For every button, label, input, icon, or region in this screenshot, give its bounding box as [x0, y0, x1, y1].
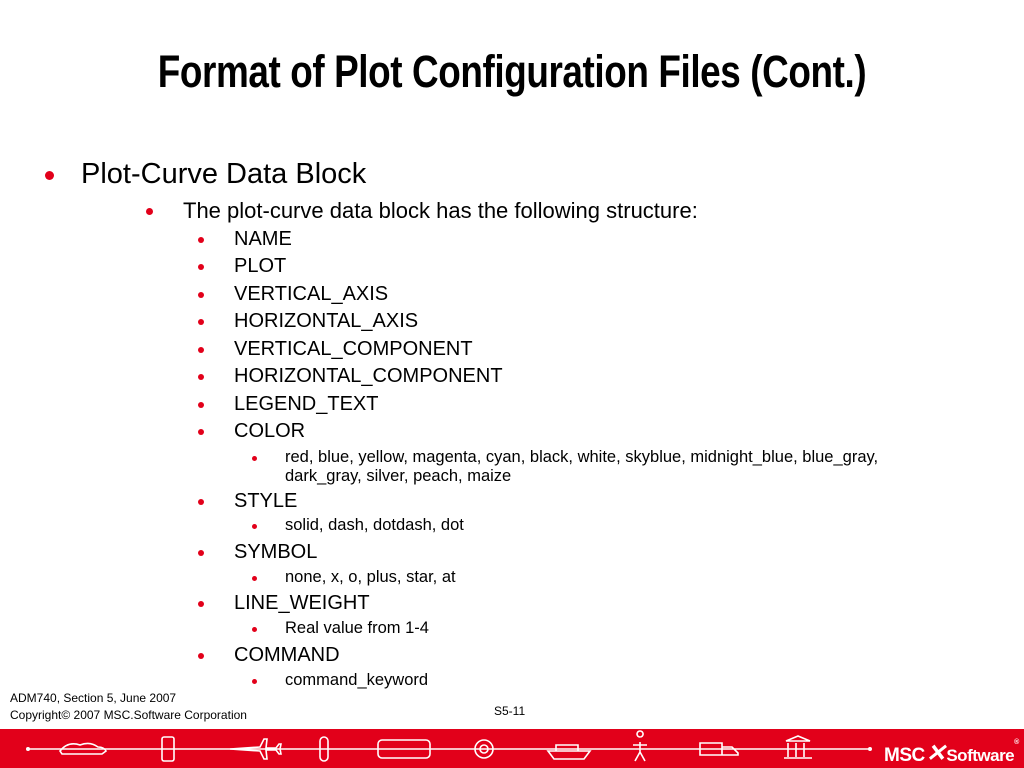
bullet-icon: [146, 208, 153, 215]
bullet-icon: [198, 402, 204, 408]
list-item-vertical-axis: VERTICAL_AXIS: [234, 283, 389, 305]
list-item-command-values: command_keyword: [285, 671, 429, 689]
list-item-name: NAME: [234, 228, 292, 250]
bullet-icon: [198, 319, 204, 325]
footer-strip: [0, 729, 1024, 768]
strip-dot: [868, 747, 872, 751]
page-number: S5-11: [494, 704, 526, 718]
list-item-style-values: solid, dash, dotdash, dot: [285, 516, 464, 534]
logo-x-icon: ✕: [925, 740, 946, 767]
bullet-icon: [198, 653, 204, 659]
bullet-icon: [198, 264, 204, 270]
bullet-icon: [198, 601, 204, 607]
logo-software-text: Software: [946, 746, 1015, 765]
list-item-symbol-values: none, x, o, plus, star, at: [285, 568, 456, 586]
logo-msc-text: MSC: [884, 745, 925, 766]
footer-course: ADM740, Section 5, June 2007: [10, 691, 177, 705]
list-item-horizontal-component: HORIZONTAL_COMPONENT: [234, 365, 503, 387]
subheading-bullet: The plot-curve data block has the following structure:: [183, 198, 698, 223]
footer-copyright: Copyright© 2007 MSC.Software Corporation: [10, 708, 247, 722]
list-item-color: COLOR: [234, 420, 306, 442]
heading-bullet: Plot-Curve Data Block: [81, 158, 367, 190]
bullet-icon: [45, 171, 54, 180]
bullet-icon: [252, 576, 257, 581]
logo-trademark: ®: [1014, 739, 1019, 746]
list-item-vertical-component: VERTICAL_COMPONENT: [234, 338, 473, 360]
person-icon: [633, 731, 647, 761]
bullet-icon: [252, 627, 257, 632]
bullet-icon: [198, 374, 204, 380]
strip-dot: [26, 747, 30, 751]
list-item-legend-text: LEGEND_TEXT: [234, 393, 379, 415]
bullet-icon: [198, 347, 204, 353]
bullet-icon: [198, 292, 204, 298]
list-item-command: COMMAND: [234, 644, 340, 666]
list-item-style: STYLE: [234, 490, 298, 512]
bullet-icon: [198, 550, 204, 556]
footer-info: [10, 690, 247, 724]
bullet-icon: [252, 456, 257, 461]
msc-software-logo: [884, 739, 1019, 768]
bullet-icon: [198, 237, 204, 243]
bullet-icon: [252, 679, 257, 684]
list-item-color-values: red, blue, yellow, magenta, cyan, black, white, skyblue, midnight_blue, blue_gray, dark_gray, silver, peach, maize: [285, 448, 879, 485]
list-item-line-weight: LINE_WEIGHT: [234, 592, 370, 614]
list-item-symbol: SYMBOL: [234, 541, 318, 563]
building-icon: [784, 736, 812, 758]
bullet-icon: [198, 499, 204, 505]
list-item-line-weight-values: Real value from 1-4: [285, 619, 429, 637]
ship-icon: [548, 745, 590, 759]
bullet-icon: [198, 429, 204, 435]
industry-icons-strip: [0, 729, 1024, 768]
list-item-horizontal-axis: HORIZONTAL_AXIS: [234, 310, 419, 332]
bullet-icon: [252, 524, 257, 529]
slide-title: Format of Plot Configuration Files (Cont.): [157, 46, 867, 97]
list-item-plot: PLOT: [234, 255, 287, 277]
